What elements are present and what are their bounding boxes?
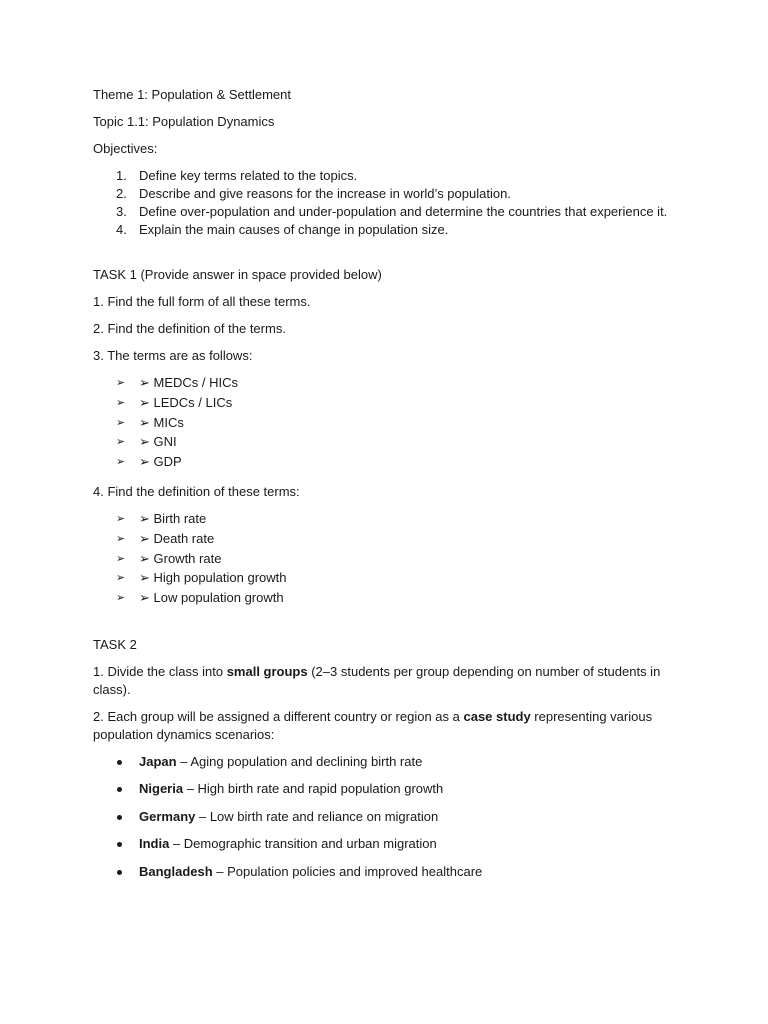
arrow-bullet-icon: ➢: [116, 456, 126, 469]
objective-number: 4.: [116, 222, 127, 237]
case-study-desc: – Population policies and improved healthcare: [212, 863, 483, 879]
objective-number: 1.: [116, 168, 127, 183]
term-item: [93, 414, 693, 434]
task2-step2: [93, 708, 693, 744]
task2-step1: [93, 663, 693, 699]
task2-step1-prefix: 1. Divide the class into: [93, 663, 227, 679]
term-text: ➢ GDP: [139, 454, 182, 470]
objective-item: [93, 167, 693, 185]
bullet-dot-icon: [117, 842, 122, 847]
term-item: [93, 510, 693, 530]
term-text: ➢ High population growth: [139, 570, 287, 586]
case-study-desc: – High birth rate and rapid population growth: [183, 781, 444, 797]
case-study-desc: – Demographic transition and urban migration: [169, 836, 437, 852]
term-text: ➢ Growth rate: [139, 550, 222, 566]
objectives-heading: Objectives:: [93, 141, 158, 156]
task1-heading: TASK 1 (Provide answer in space provided below): [93, 267, 382, 282]
case-study-desc: – Low birth rate and reliance on migration: [195, 808, 439, 824]
task1-step2: 2. Find the definition of the terms.: [93, 321, 286, 336]
term-text: ➢ MEDCs / HICs: [139, 375, 239, 390]
objective-number: 3.: [116, 204, 127, 219]
task1-step4: 4. Find the definition of these terms:: [93, 483, 300, 499]
theme-heading: Theme 1: Population & Settlement: [93, 87, 292, 102]
task1-step3: 3. The terms are as follows:: [93, 348, 253, 363]
bullet-dot-icon: [117, 870, 122, 875]
term-item: [93, 453, 693, 473]
topic-heading: Topic 1.1: Population Dynamics: [93, 114, 275, 129]
objective-number: 2.: [116, 186, 127, 201]
arrow-bullet-icon: ➢: [116, 416, 126, 429]
case-study-desc: – Aging population and declining birth rate: [176, 753, 423, 769]
case-study-country: Japan: [139, 753, 177, 769]
term-text: ➢ MICs: [139, 414, 184, 430]
case-study-item: [93, 753, 693, 771]
task2-step2-suffix: representing various population dynamics scenarios:: [93, 708, 653, 742]
task2-step2-prefix: 2. Each group will be assigned a different country or region as a: [93, 708, 464, 724]
task1-step1: 1. Find the full form of all these terms.: [93, 294, 311, 309]
term-text: ➢ Low population growth: [139, 590, 284, 606]
arrow-bullet-icon: ➢: [116, 532, 126, 545]
case-study-list: [93, 753, 693, 881]
case-study-country: Bangladesh: [139, 863, 213, 879]
bullet-dot-icon: [117, 815, 122, 820]
term-item: [93, 550, 693, 570]
case-study-item: [93, 808, 693, 826]
arrow-bullet-icon: ➢: [116, 396, 126, 409]
objective-text: Explain the main causes of change in population size.: [139, 222, 449, 237]
objective-item: [93, 221, 693, 239]
document-page: [93, 86, 693, 890]
bullet-dot-icon: [117, 760, 122, 765]
term-item: [93, 569, 693, 589]
term-text: ➢ GNI: [139, 434, 177, 450]
arrow-bullet-icon: ➢: [116, 572, 126, 585]
objective-text: Define key terms related to the topics.: [139, 168, 358, 183]
objective-text: Define over-population and under-population and determine the countries that experience it.: [139, 204, 668, 219]
terms2-list: [93, 510, 693, 609]
term-text: ➢ LEDCs / LICs: [139, 394, 233, 410]
case-study-item: [93, 780, 693, 798]
task2-heading: TASK 2: [93, 636, 137, 652]
task2-step1-suffix: (2–3 students per group depending on number of students in class).: [93, 663, 661, 697]
case-study-item: [93, 835, 693, 853]
case-study-item: [93, 863, 693, 881]
objective-text: Describe and give reasons for the increase in world’s population.: [139, 186, 511, 201]
case-study-country: Germany: [139, 808, 196, 824]
objectives-list: [93, 167, 693, 239]
case-study-country: Nigeria: [139, 781, 184, 797]
arrow-bullet-icon: ➢: [116, 377, 126, 389]
term-text: ➢ Birth rate: [139, 510, 207, 526]
term-item: [93, 530, 693, 550]
objective-item: [93, 203, 693, 221]
term-item: [93, 589, 693, 609]
task2-step2-bold: case study: [463, 708, 531, 724]
arrow-bullet-icon: ➢: [116, 436, 126, 449]
objective-item: [93, 185, 693, 203]
arrow-bullet-icon: ➢: [116, 552, 126, 565]
term-item: [93, 374, 693, 394]
arrow-bullet-icon: ➢: [116, 592, 126, 605]
term-item: [93, 394, 693, 414]
term-text: ➢ Death rate: [139, 530, 215, 546]
term-item: [93, 433, 693, 453]
bullet-dot-icon: [117, 787, 122, 792]
arrow-bullet-icon: ➢: [116, 512, 126, 525]
task2-step1-bold: small groups: [226, 663, 308, 679]
case-study-country: India: [139, 836, 170, 852]
terms-list: [93, 374, 693, 473]
